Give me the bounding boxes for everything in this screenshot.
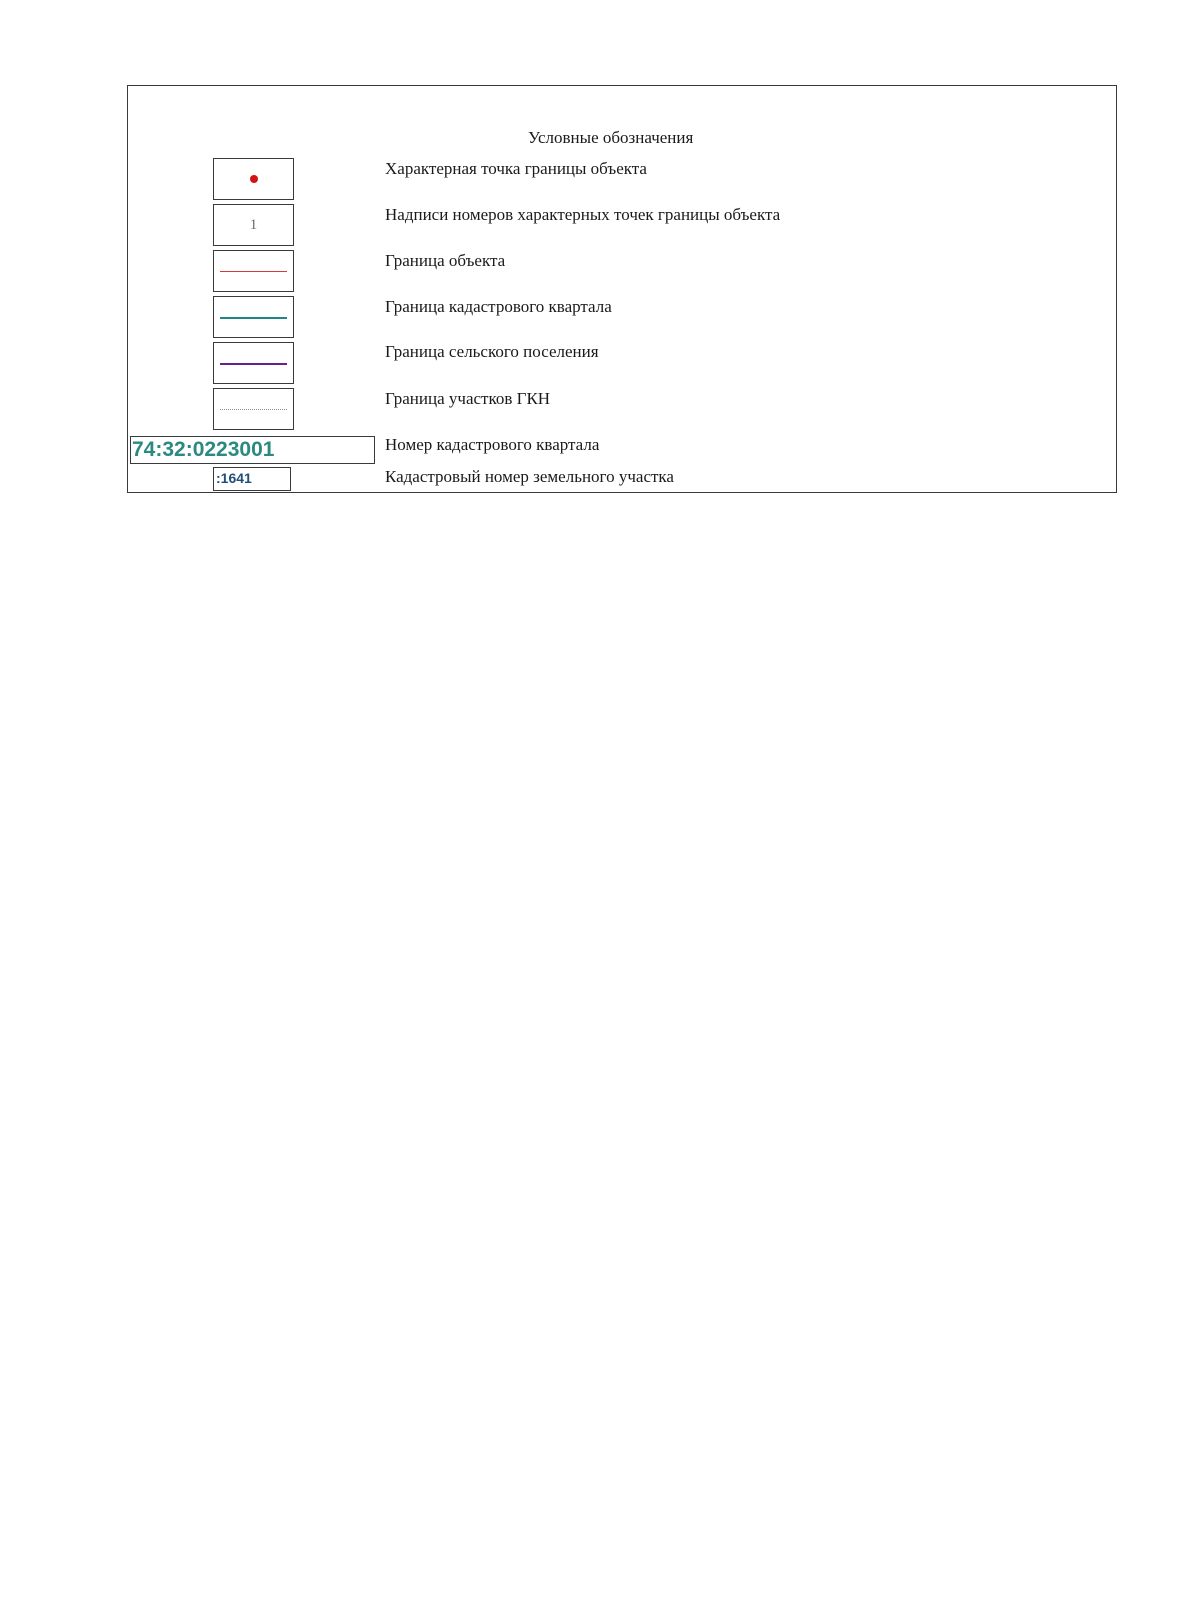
legend-label-quarter-number: Номер кадастрового квартала: [385, 435, 600, 454]
red-line-icon: [220, 271, 287, 272]
legend-symbol-settlement-boundary-box: [213, 342, 294, 384]
legend-symbol-quarter-boundary-box: [213, 296, 294, 338]
point-number-icon: 1: [249, 217, 258, 233]
legend-label-parcels-boundary: Граница участков ГКН: [385, 389, 551, 408]
cadastral-quarter-number: 74:32:0223001: [130, 436, 375, 464]
legend-label-object-boundary: Граница объекта: [385, 251, 506, 270]
legend-symbol-point-box: [213, 158, 294, 200]
dotted-line-icon: [220, 409, 287, 410]
legend-label-point: Характерная точка границы объекта: [385, 159, 647, 178]
teal-line-icon: [220, 317, 287, 319]
red-dot-icon: [250, 175, 258, 183]
legend-title: Условные обозначения: [528, 128, 694, 147]
legend-symbol-number-box: [213, 204, 294, 246]
legend-symbol-parcels-boundary-box: [213, 388, 294, 430]
parcel-cadastral-number: :1641: [213, 467, 291, 491]
legend-label-settlement-boundary: Граница сельского поселения: [385, 342, 599, 361]
legend-label-point-numbers: Надписи номеров характерных точек границы объекта: [385, 205, 781, 224]
legend-label-quarter-boundary: Граница кадастрового квартала: [385, 297, 612, 316]
purple-line-icon: [220, 363, 287, 365]
legend-symbol-object-boundary-box: [213, 250, 294, 292]
legend-label-parcel-number: Кадастровый номер земельного участка: [385, 467, 674, 486]
